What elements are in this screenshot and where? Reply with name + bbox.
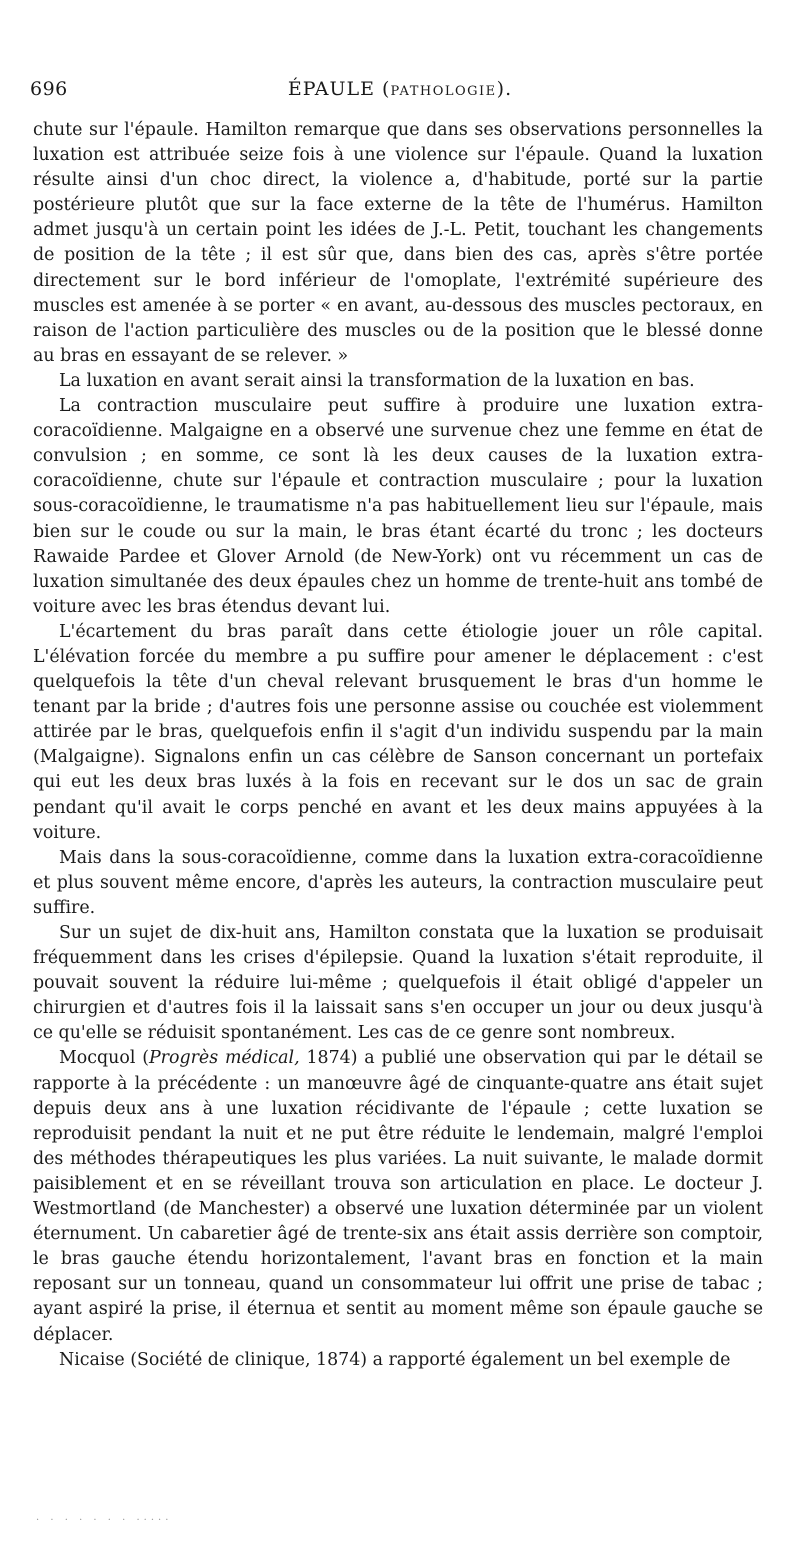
- paragraph-3: La contraction musculaire peut suffire à produire une luxation extra-coracoïdienne. Malgaigne en a observé une survenue chez une femme en état de convulsion ; en somme, ce sont là les deux causes de la luxation extra-coracoïdienne, chute sur l'épaule et contraction musculaire ; pour la luxation sous-coracoïdienne, le traumatisme n'a pas habituellement lieu sur l'épaule, mais bien sur le coude ou sur la main, le bras étant écarté du tronc ; les docteurs Rawaide Pardee et Glover Arnold (de New-York) ont vu récemment un cas de luxation simultanée des deux épaules chez un homme de trente-huit ans tombé de voiture avec les bras étendus devant lui.: [33, 396, 763, 617]
- page-number: 696: [30, 78, 68, 100]
- paragraph-8: Nicaise (Société de clinique, 1874) a rapporté également un bel exemple de: [59, 1349, 731, 1370]
- paragraph-5: Mais dans la sous-coracoïdienne, comme dans la luxation extra-coracoïdienne et plus souvent même encore, d'après les auteurs, la contraction musculaire peut suffire.: [33, 847, 763, 918]
- footer-speckle: · · · · · · · ·····: [36, 1515, 173, 1526]
- running-title-subject: PATHOLOGIE: [390, 84, 497, 99]
- running-head: [30, 78, 770, 108]
- paragraph-6: Sur un sujet de dix-huit ans, Hamilton constata que la luxation se produisait fréquemment dans les crises d'épilepsie. Quand la luxation s'était reproduite, il pouvait souvent la réduire lui-même ; quelquefois il était obligé d'appeler un chirurgien et d'autres fois il la laissait sans s'en occuper un jour ou deux jusqu'à ce qu'elle se réduisit spontanément. Les cas de ce genre sont nombreux.: [33, 923, 763, 1044]
- paragraph-7-lead: Mocquol (: [59, 1048, 149, 1069]
- running-title-main: ÉPAULE: [287, 78, 376, 100]
- running-title-close: ).: [496, 78, 513, 100]
- paragraph-7: [33, 1046, 763, 1347]
- journal-title: Progrès médical,: [148, 1048, 300, 1069]
- running-title: [30, 78, 770, 100]
- paragraph-4: L'écartement du bras paraît dans cette étiologie jouer un rôle capital. L'élévation forcée du membre a pu suffire pour amener le déplacement : c'est quelquefois la tête d'un cheval relevant brusquement le bras d'un homme le tenant par la bride ; d'autres fois une personne assise ou couchée est violemment attirée par le bras, quelquefois enfin il s'agit d'un individu suspendu par la main (Malgaigne). Signalons enfin un cas célèbre de Sanson concernant un portefaix qui eut les deux bras luxés à la fois en recevant sur le dos un sac de grain pendant qu'il avait le corps penché en avant et les deux mains appuyées à la voiture.: [33, 621, 763, 843]
- paragraph-1: chute sur l'épaule. Hamilton remarque que dans ses observations personnelles la luxation est attribuée seize fois à une violence sur l'épaule. Quand la luxation résulte ainsi d'un choc direct, la violence a, d'habitude, porté sur la partie postérieure plutôt que sur la face externe de la tête de l'humérus. Hamilton admet jusqu'à un certain point les idées de J.-L. Petit, touchant les changements de position de la tête ; il est sûr que, dans bien des cas, après s'être portée directement sur le bord inférieur de l'omoplate, l'extrémité supérieure des muscles est amenée à se porter « en avant, au-dessous des muscles pectoraux, en raison de l'action particulière des muscles ou de la position que le blessé donne au bras en essayant de se relever. »: [33, 120, 763, 366]
- paragraph-7-text: 1874) a publié une observation qui par le détail se rapporte à la précédente : un manœuvre âgé de cinquante-quatre ans était sujet depuis deux ans à une luxation récidivante de l'épaule ; cette luxation se reproduisit pendant la nuit et ne put être réduite le lendemain, malgré l'emploi des méthodes thérapeutiques les plus variées. La nuit suivante, le malade dormit paisiblement et en se réveillant trouva son articulation en place. Le docteur J. Westmortland (de Manchester) a observé une luxation déterminée par un violent éternument. Un cabaretier âgé de trente-six ans était assis derrière son comptoir, le bras gauche étendu horizontalement, l'avant bras en fonction et la main reposant sur un tonneau, quand un consommateur lui offrit une prise de tabac ; ayant aspiré la prise, il éternua et sentit au moment même son épaule gauche se déplacer.: [33, 1048, 763, 1345]
- body-text: [33, 118, 763, 1373]
- running-title-open: (: [375, 78, 391, 100]
- paragraph-2: La luxation en avant serait ainsi la transformation de la luxation en bas.: [59, 370, 695, 391]
